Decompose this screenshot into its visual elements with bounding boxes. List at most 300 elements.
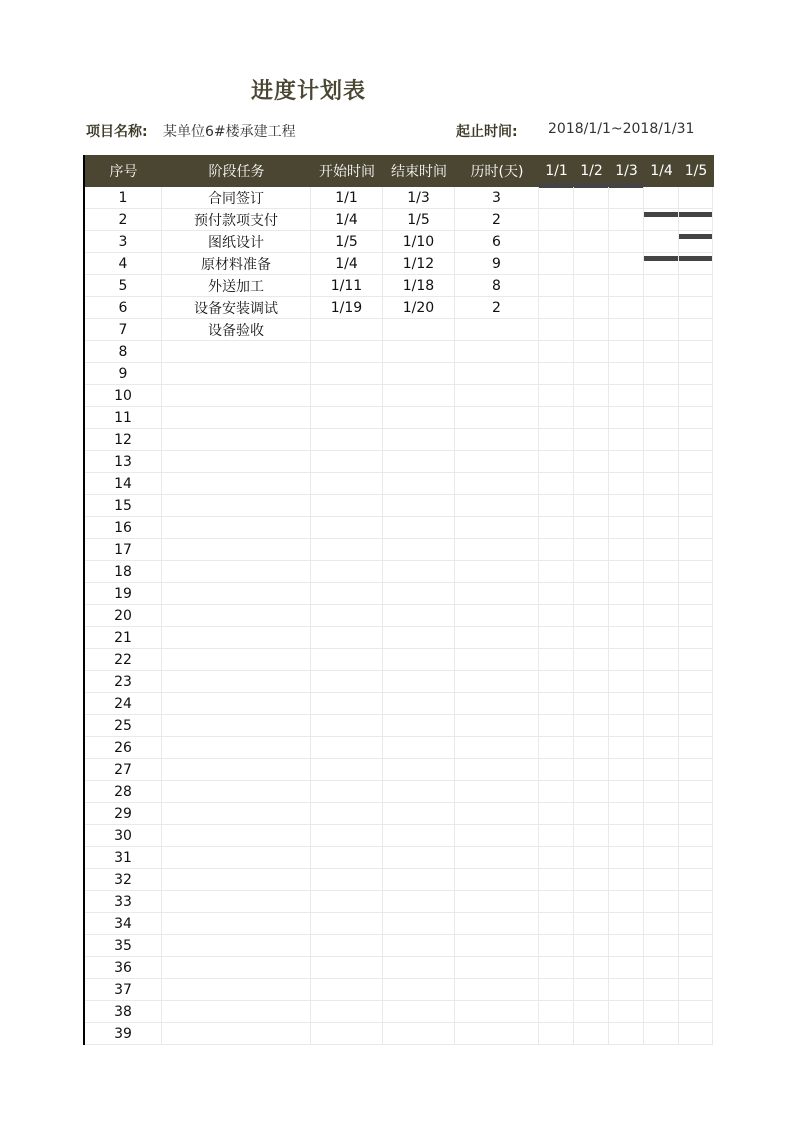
row-task xyxy=(162,825,311,847)
gantt-cell xyxy=(539,187,574,209)
row-task xyxy=(162,781,311,803)
gantt-cell xyxy=(644,847,679,869)
row-seq: 5 xyxy=(85,275,162,297)
row-seq: 27 xyxy=(85,759,162,781)
table-row xyxy=(85,187,714,209)
gantt-cell xyxy=(644,539,679,561)
gantt-cell xyxy=(644,737,679,759)
row-task xyxy=(162,913,311,935)
row-end xyxy=(383,605,455,627)
gantt-cell xyxy=(574,451,609,473)
gantt-cell xyxy=(539,275,574,297)
row-seq: 10 xyxy=(85,385,162,407)
row-end: 1/20 xyxy=(383,297,455,319)
gantt-cell xyxy=(539,781,574,803)
header-day-5: 1/5 xyxy=(684,163,708,179)
gantt-cell xyxy=(574,187,609,209)
gantt-cell xyxy=(609,495,644,517)
row-seq: 9 xyxy=(85,363,162,385)
gantt-cell xyxy=(574,1023,609,1045)
row-task xyxy=(162,363,311,385)
gantt-cell xyxy=(644,187,679,209)
row-end xyxy=(383,825,455,847)
gantt-cell xyxy=(679,869,713,891)
gantt-cell xyxy=(644,429,679,451)
table-row xyxy=(85,957,714,979)
gantt-cell xyxy=(539,803,574,825)
gantt-cell xyxy=(644,275,679,297)
gantt-cell xyxy=(679,363,713,385)
row-seq: 16 xyxy=(85,517,162,539)
gantt-cell xyxy=(539,253,574,275)
gantt-cell xyxy=(644,407,679,429)
gantt-cell xyxy=(574,737,609,759)
table-row xyxy=(85,803,714,825)
row-start xyxy=(311,649,383,671)
row-duration: 9 xyxy=(455,253,539,275)
row-end xyxy=(383,737,455,759)
row-seq: 32 xyxy=(85,869,162,891)
gantt-cell xyxy=(679,539,713,561)
gantt-bar xyxy=(679,234,712,239)
gantt-bar xyxy=(679,256,712,261)
row-start xyxy=(311,385,383,407)
row-seq: 25 xyxy=(85,715,162,737)
gantt-cell xyxy=(644,935,679,957)
gantt-cell xyxy=(679,341,713,363)
row-start xyxy=(311,561,383,583)
gantt-cell xyxy=(574,671,609,693)
gantt-cell xyxy=(574,803,609,825)
row-end: 1/12 xyxy=(383,253,455,275)
gantt-cell xyxy=(574,715,609,737)
gantt-cell xyxy=(644,957,679,979)
table-row xyxy=(85,825,714,847)
project-name-label: 项目名称: xyxy=(86,124,148,140)
row-start xyxy=(311,473,383,495)
gantt-cell xyxy=(644,869,679,891)
table-row xyxy=(85,297,714,319)
row-seq: 22 xyxy=(85,649,162,671)
row-task xyxy=(162,495,311,517)
gantt-cell xyxy=(539,385,574,407)
table-row xyxy=(85,891,714,913)
gantt-cell xyxy=(679,407,713,429)
table-row xyxy=(85,275,714,297)
row-start xyxy=(311,605,383,627)
row-seq: 6 xyxy=(85,297,162,319)
table-row xyxy=(85,605,714,627)
gantt-cell xyxy=(609,671,644,693)
gantt-cell xyxy=(644,1023,679,1045)
row-start xyxy=(311,1001,383,1023)
gantt-cell xyxy=(644,385,679,407)
gantt-cell xyxy=(644,319,679,341)
row-end xyxy=(383,693,455,715)
row-seq: 7 xyxy=(85,319,162,341)
gantt-cell xyxy=(574,847,609,869)
row-duration xyxy=(455,451,539,473)
gantt-cell xyxy=(609,1023,644,1045)
row-end xyxy=(383,473,455,495)
row-task xyxy=(162,385,311,407)
gantt-cell xyxy=(679,209,713,231)
row-seq: 29 xyxy=(85,803,162,825)
row-end xyxy=(383,385,455,407)
gantt-cell xyxy=(539,495,574,517)
gantt-cell xyxy=(644,803,679,825)
gantt-cell xyxy=(679,495,713,517)
header-day-3: 1/3 xyxy=(615,163,638,179)
row-end xyxy=(383,561,455,583)
table-row xyxy=(85,1023,714,1045)
row-start xyxy=(311,363,383,385)
gantt-cell xyxy=(539,737,574,759)
gantt-cell xyxy=(679,253,713,275)
row-end xyxy=(383,891,455,913)
gantt-cell xyxy=(574,231,609,253)
gantt-cell xyxy=(539,693,574,715)
row-end xyxy=(383,627,455,649)
gantt-cell xyxy=(574,693,609,715)
gantt-cell xyxy=(644,759,679,781)
gantt-cell xyxy=(574,539,609,561)
gantt-cell xyxy=(539,539,574,561)
row-start xyxy=(311,891,383,913)
gantt-cell xyxy=(644,363,679,385)
gantt-cell xyxy=(679,935,713,957)
row-task xyxy=(162,957,311,979)
row-end xyxy=(383,1001,455,1023)
gantt-cell xyxy=(574,209,609,231)
row-duration xyxy=(455,605,539,627)
gantt-cell xyxy=(539,957,574,979)
gantt-cell xyxy=(609,627,644,649)
row-end xyxy=(383,957,455,979)
gantt-cell xyxy=(644,297,679,319)
row-end xyxy=(383,341,455,363)
table-row xyxy=(85,451,714,473)
row-start xyxy=(311,803,383,825)
gantt-cell xyxy=(609,803,644,825)
gantt-cell xyxy=(679,781,713,803)
gantt-cell xyxy=(539,341,574,363)
gantt-cell xyxy=(679,913,713,935)
gantt-bar xyxy=(574,183,608,188)
row-end xyxy=(383,979,455,1001)
gantt-cell xyxy=(539,891,574,913)
gantt-cell xyxy=(644,1001,679,1023)
header-task: 阶段任务 xyxy=(208,164,265,180)
row-task xyxy=(162,671,311,693)
gantt-cell xyxy=(539,935,574,957)
table-row xyxy=(85,979,714,1001)
gantt-cell xyxy=(539,429,574,451)
gantt-cell xyxy=(574,1001,609,1023)
gantt-cell xyxy=(679,187,713,209)
gantt-cell xyxy=(609,451,644,473)
gantt-cell xyxy=(679,737,713,759)
row-duration xyxy=(455,539,539,561)
row-duration xyxy=(455,913,539,935)
table-row xyxy=(85,847,714,869)
row-end xyxy=(383,759,455,781)
row-task xyxy=(162,517,311,539)
row-start xyxy=(311,451,383,473)
gantt-cell xyxy=(539,231,574,253)
gantt-cell xyxy=(644,693,679,715)
table-row xyxy=(85,649,714,671)
row-start xyxy=(311,671,383,693)
gantt-cell xyxy=(609,473,644,495)
gantt-cell xyxy=(679,979,713,1001)
row-start xyxy=(311,869,383,891)
row-start xyxy=(311,341,383,363)
row-task xyxy=(162,429,311,451)
row-seq: 20 xyxy=(85,605,162,627)
gantt-cell xyxy=(644,561,679,583)
gantt-cell xyxy=(644,979,679,1001)
gantt-cell xyxy=(539,297,574,319)
row-seq: 4 xyxy=(85,253,162,275)
row-end xyxy=(383,781,455,803)
row-end xyxy=(383,803,455,825)
gantt-cell xyxy=(679,451,713,473)
row-end: 1/10 xyxy=(383,231,455,253)
gantt-cell xyxy=(574,429,609,451)
gantt-cell xyxy=(644,341,679,363)
row-start xyxy=(311,825,383,847)
table-row xyxy=(85,429,714,451)
row-task xyxy=(162,715,311,737)
gantt-cell xyxy=(539,451,574,473)
header-day-1: 1/1 xyxy=(545,163,568,179)
gantt-cell xyxy=(609,847,644,869)
gantt-cell xyxy=(539,1001,574,1023)
header-end: 结束时间 xyxy=(391,164,447,180)
row-duration xyxy=(455,935,539,957)
row-task: 设备安装调试 xyxy=(162,297,311,319)
row-task xyxy=(162,803,311,825)
gantt-cell xyxy=(609,825,644,847)
gantt-cell xyxy=(644,715,679,737)
row-task xyxy=(162,649,311,671)
row-start xyxy=(311,1023,383,1045)
gantt-cell xyxy=(679,1023,713,1045)
row-duration xyxy=(455,407,539,429)
row-seq: 12 xyxy=(85,429,162,451)
row-duration xyxy=(455,385,539,407)
table-row xyxy=(85,627,714,649)
table-row xyxy=(85,781,714,803)
gantt-cell xyxy=(609,583,644,605)
row-end xyxy=(383,847,455,869)
gantt-cell xyxy=(574,781,609,803)
gantt-cell xyxy=(539,605,574,627)
gantt-cell xyxy=(539,979,574,1001)
gantt-cell xyxy=(679,649,713,671)
gantt-cell xyxy=(644,649,679,671)
table-body xyxy=(85,187,714,1045)
page-title: 进度计划表 xyxy=(251,79,367,104)
row-seq: 23 xyxy=(85,671,162,693)
gantt-cell xyxy=(644,231,679,253)
row-task xyxy=(162,341,311,363)
gantt-cell xyxy=(539,209,574,231)
table-row xyxy=(85,737,714,759)
gantt-cell xyxy=(539,517,574,539)
row-seq: 21 xyxy=(85,627,162,649)
gantt-cell xyxy=(609,407,644,429)
gantt-cell xyxy=(609,341,644,363)
gantt-cell xyxy=(679,1001,713,1023)
gantt-cell xyxy=(574,759,609,781)
gantt-bar xyxy=(644,256,678,261)
header-duration: 历时(天) xyxy=(470,164,524,180)
gantt-cell xyxy=(644,913,679,935)
row-duration xyxy=(455,803,539,825)
row-task xyxy=(162,451,311,473)
row-task xyxy=(162,935,311,957)
gantt-cell xyxy=(644,473,679,495)
gantt-cell xyxy=(574,275,609,297)
row-duration xyxy=(455,363,539,385)
row-end xyxy=(383,495,455,517)
row-start xyxy=(311,781,383,803)
gantt-cell xyxy=(679,693,713,715)
gantt-cell xyxy=(609,869,644,891)
row-task xyxy=(162,847,311,869)
table-row xyxy=(85,363,714,385)
gantt-cell xyxy=(574,297,609,319)
row-duration: 3 xyxy=(455,187,539,209)
gantt-cell xyxy=(574,825,609,847)
gantt-cell xyxy=(609,935,644,957)
row-task: 图纸设计 xyxy=(162,231,311,253)
project-name-value: 某单位6#楼承建工程 xyxy=(163,124,296,140)
row-seq: 30 xyxy=(85,825,162,847)
row-seq: 15 xyxy=(85,495,162,517)
row-end: 1/18 xyxy=(383,275,455,297)
gantt-cell xyxy=(679,319,713,341)
row-start xyxy=(311,957,383,979)
gantt-bar xyxy=(539,183,573,188)
gantt-cell xyxy=(574,649,609,671)
row-seq: 3 xyxy=(85,231,162,253)
schedule-table xyxy=(83,155,714,1045)
gantt-cell xyxy=(679,517,713,539)
row-duration xyxy=(455,1023,539,1045)
gantt-cell xyxy=(574,605,609,627)
row-end xyxy=(383,583,455,605)
table-row xyxy=(85,253,714,275)
gantt-cell xyxy=(679,957,713,979)
row-task xyxy=(162,583,311,605)
row-seq: 38 xyxy=(85,1001,162,1023)
gantt-cell xyxy=(644,781,679,803)
gantt-cell xyxy=(679,759,713,781)
row-start: 1/1 xyxy=(311,187,383,209)
gantt-cell xyxy=(539,363,574,385)
gantt-cell xyxy=(539,561,574,583)
row-end xyxy=(383,869,455,891)
gantt-cell xyxy=(609,649,644,671)
row-start xyxy=(311,539,383,561)
row-end xyxy=(383,715,455,737)
row-seq: 14 xyxy=(85,473,162,495)
gantt-cell xyxy=(679,561,713,583)
row-start: 1/4 xyxy=(311,209,383,231)
row-end xyxy=(383,671,455,693)
row-start xyxy=(311,319,383,341)
row-seq: 13 xyxy=(85,451,162,473)
gantt-cell xyxy=(644,891,679,913)
gantt-cell xyxy=(539,825,574,847)
row-duration xyxy=(455,561,539,583)
row-task xyxy=(162,759,311,781)
row-task xyxy=(162,891,311,913)
gantt-cell xyxy=(679,803,713,825)
row-start xyxy=(311,429,383,451)
table-row xyxy=(85,539,714,561)
gantt-cell xyxy=(574,583,609,605)
row-duration xyxy=(455,341,539,363)
row-duration xyxy=(455,583,539,605)
gantt-cell xyxy=(539,715,574,737)
table-row xyxy=(85,693,714,715)
row-seq: 31 xyxy=(85,847,162,869)
row-task xyxy=(162,1023,311,1045)
row-duration xyxy=(455,517,539,539)
gantt-bar xyxy=(609,183,643,188)
header-start: 开始时间 xyxy=(319,164,375,180)
gantt-cell xyxy=(574,627,609,649)
row-start xyxy=(311,759,383,781)
gantt-bar xyxy=(679,212,712,217)
gantt-cell xyxy=(609,253,644,275)
row-seq: 1 xyxy=(85,187,162,209)
gantt-cell xyxy=(609,539,644,561)
row-end xyxy=(383,429,455,451)
gantt-cell xyxy=(679,671,713,693)
row-duration xyxy=(455,627,539,649)
gantt-cell xyxy=(679,715,713,737)
gantt-cell xyxy=(609,781,644,803)
row-task: 外送加工 xyxy=(162,275,311,297)
gantt-cell xyxy=(609,517,644,539)
gantt-cell xyxy=(644,517,679,539)
gantt-cell xyxy=(644,825,679,847)
gantt-cell xyxy=(609,605,644,627)
row-duration xyxy=(455,429,539,451)
row-task xyxy=(162,605,311,627)
gantt-cell xyxy=(574,979,609,1001)
gantt-cell xyxy=(609,737,644,759)
row-start xyxy=(311,935,383,957)
row-duration xyxy=(455,869,539,891)
row-start xyxy=(311,407,383,429)
row-seq: 2 xyxy=(85,209,162,231)
row-seq: 18 xyxy=(85,561,162,583)
row-duration xyxy=(455,979,539,1001)
row-duration xyxy=(455,847,539,869)
row-task: 合同签订 xyxy=(162,187,311,209)
row-duration xyxy=(455,737,539,759)
header-day-4: 1/4 xyxy=(650,163,673,179)
table-row xyxy=(85,759,714,781)
row-seq: 26 xyxy=(85,737,162,759)
row-start: 1/4 xyxy=(311,253,383,275)
